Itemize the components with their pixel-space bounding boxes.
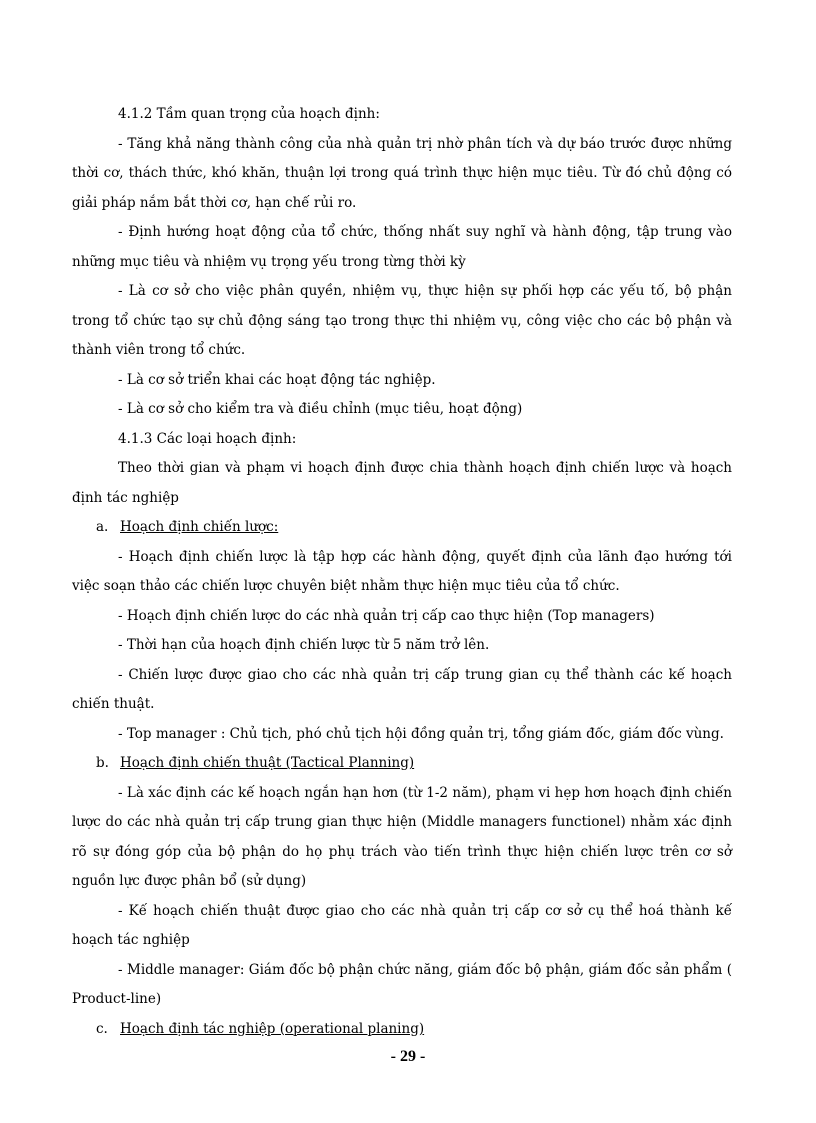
subsection-a-heading bbox=[72, 513, 732, 543]
paragraph: - Là xác định các kế hoạch ngắn hạn hơn (từ 1-2 năm), phạm vi hẹp hơn hoạch định chiến lược do các nhà quản trị cấp trung gian thực hiện (Middle managers functionel) nhằm xác định rõ sự đóng góp của bộ phận do họ phụ trách vào tiến trình thực hiện chiến lược trên cơ sở nguồn lực được phân bổ (sử dụng) bbox=[72, 784, 732, 889]
paragraph: - Thời hạn của hoạch định chiến lược từ 5 năm trở lên. bbox=[118, 637, 490, 653]
paragraph: Theo thời gian và phạm vi hoạch định được chia thành hoạch định chiến lược và hoạch định tác nghiệp bbox=[72, 460, 732, 506]
paragraph: - Top manager : Chủ tịch, phó chủ tịch hội đồng quản trị, tổng giám đốc, giám đốc vùng. bbox=[118, 725, 724, 742]
subsection-c-heading bbox=[72, 1015, 732, 1045]
subsection-letter: b. bbox=[96, 755, 109, 771]
paragraph: - Chiến lược được giao cho các nhà quản trị cấp trung gian cụ thể thành các kế hoạch chiến thuật. bbox=[72, 666, 732, 712]
paragraph: - Định hướng hoạt động của tổ chức, thống nhất suy nghĩ và hành động, tập trung vào những mục tiêu và nhiệm vụ trọng yếu trong từng thời kỳ bbox=[72, 224, 732, 270]
subsection-title: Hoạch định chiến thuật (Tactical Planning) bbox=[120, 755, 415, 771]
subsection-letter: a. bbox=[96, 519, 109, 535]
paragraph: - Hoạch định chiến lược là tập hợp các hành động, quyết định của lãnh đạo hướng tới việc soạn thảo các chiến lược chuyên biệt nhằm thực hiện mục tiêu của tổ chức. bbox=[72, 548, 732, 594]
subsection-title: Hoạch định tác nghiệp (operational planing) bbox=[120, 1020, 425, 1037]
paragraph: - Là cơ sở cho kiểm tra và điều chỉnh (mục tiêu, hoạt động) bbox=[118, 401, 523, 417]
subsection-title: Hoạch định chiến lược: bbox=[120, 519, 279, 535]
paragraph: - Middle manager: Giám đốc bộ phận chức năng, giám đốc bộ phận, giám đốc sản phẩm ( Product-line) bbox=[72, 961, 732, 1007]
paragraph: - Là cơ sở cho việc phân quyền, nhiệm vụ, thực hiện sự phối hợp các yếu tố, bộ phận trong tổ chức tạo sự chủ động sáng tạo trong thực thi nhiệm vụ, công việc cho các bộ phận và thành viên trong tổ chức. bbox=[72, 283, 732, 358]
section-heading-4-1-2: 4.1.2 Tầm quan trọng của hoạch định: bbox=[118, 106, 380, 122]
page-number: - 29 - bbox=[390, 1048, 426, 1065]
subsection-b-heading bbox=[72, 749, 732, 779]
paragraph: - Hoạch định chiến lược do các nhà quản trị cấp cao thực hiện (Top managers) bbox=[118, 607, 655, 624]
paragraph: - Tăng khả năng thành công của nhà quản trị nhờ phân tích và dự báo trước được những thời cơ, thách thức, khó khăn, thuận lợi trong quá trình thực hiện mục tiêu. Từ đó chủ động có giải pháp nắm bắt thời cơ, hạn chế rủi ro. bbox=[72, 135, 732, 211]
section-heading-4-1-3: 4.1.3 Các loại hoạch định: bbox=[118, 430, 297, 447]
document-body bbox=[72, 100, 732, 1044]
paragraph: - Là cơ sở triển khai các hoạt động tác nghiệp. bbox=[118, 371, 436, 388]
subsection-letter: c. bbox=[96, 1020, 108, 1037]
paragraph: - Kế hoạch chiến thuật được giao cho các nhà quản trị cấp cơ sở cụ thể hoá thành kế hoạch tác nghiệp bbox=[72, 902, 732, 948]
